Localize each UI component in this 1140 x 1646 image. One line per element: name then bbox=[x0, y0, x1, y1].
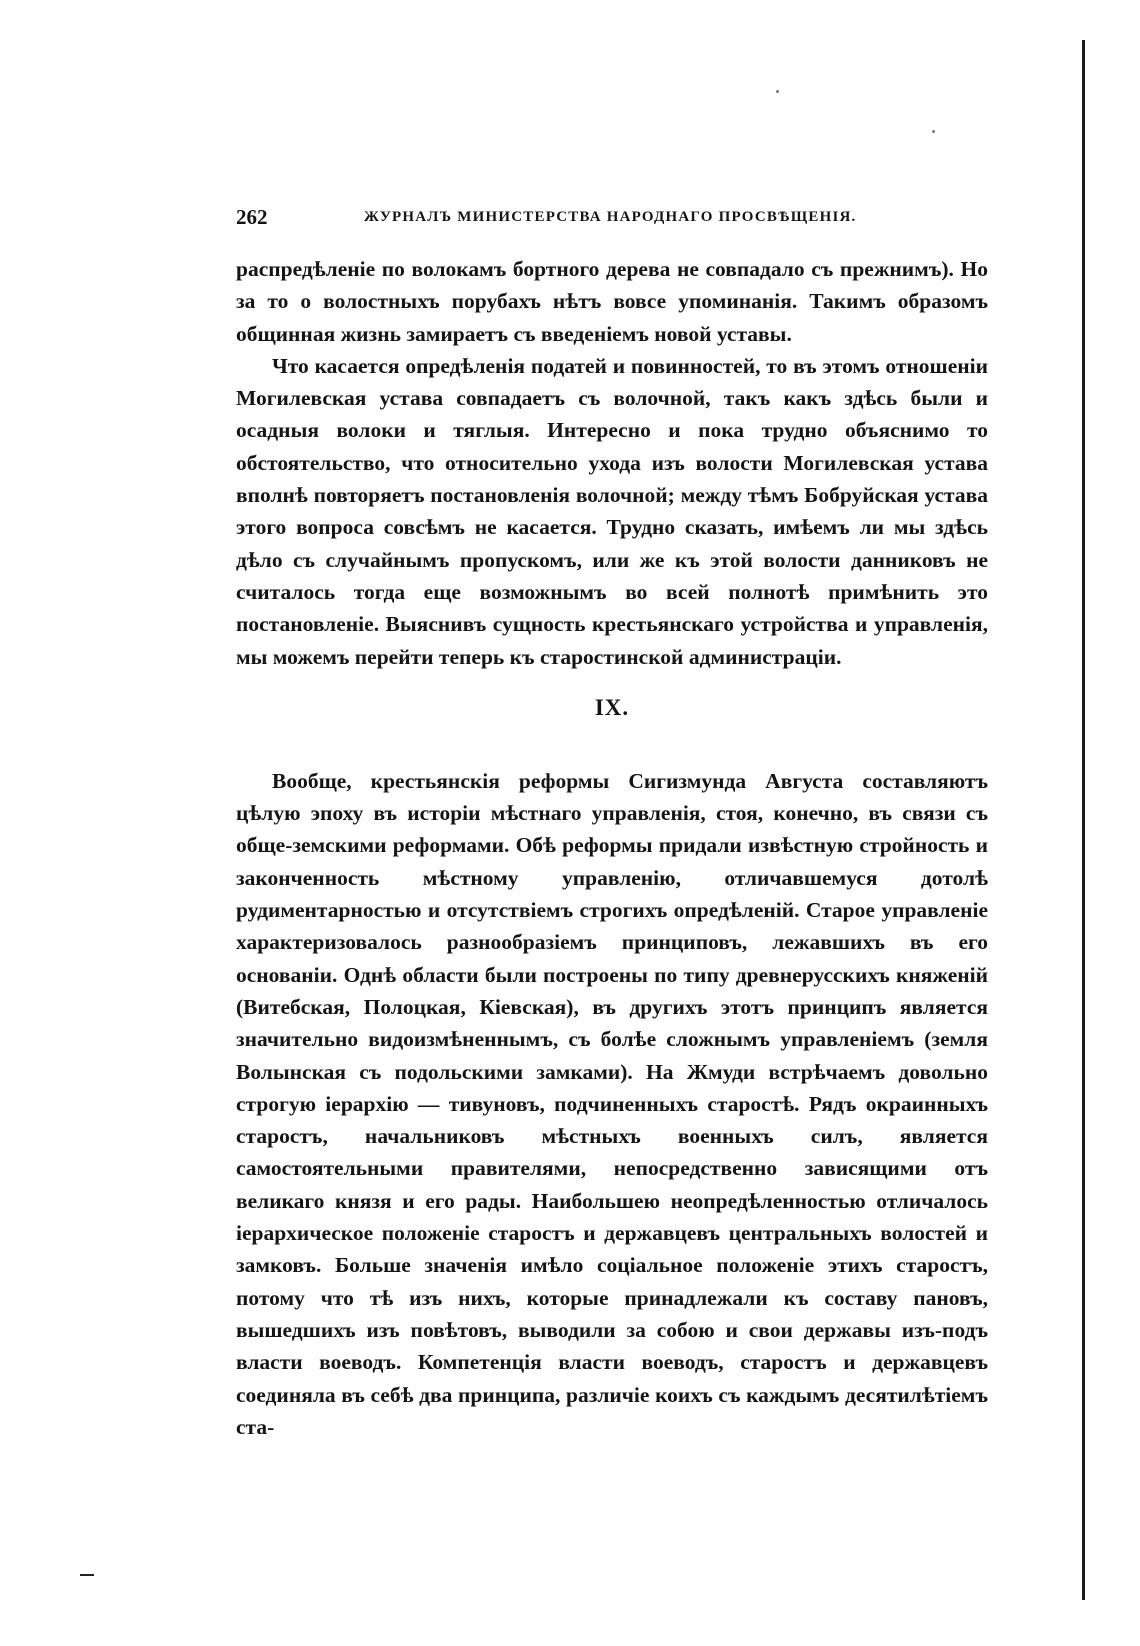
book-page bbox=[236, 205, 988, 1443]
scan-speck bbox=[932, 130, 935, 133]
paragraph-continuation: распредѣленіе по волокамъ бортного дерева не совпадало съ прежнимъ). Но за то о волостныхъ порубахъ нѣтъ вовсе упоминанія. Такимъ образомъ общинная жизнь замираетъ съ введеніемъ новой уставы. bbox=[236, 257, 988, 346]
page-number: 262 bbox=[236, 205, 268, 229]
paragraph: Что касается опредѣленія податей и повинностей, то въ этомъ отношеніи Могилевская устава совпадаетъ съ волочной, такъ какъ здѣсь были и осадныя волоки и тяглыя. Интересно и пока трудно объяснимо то обстоятельство, что относительно ухода изъ волости Могилевская устава вполнѣ повторяетъ постановленія волочной; между тѣмъ Бобруйская устава этого вопроса совсѣмъ не касается. Трудно сказать, имѣемъ ли мы здѣсь дѣло съ случайнымъ пропускомъ, или же къ этой волости данниковъ не считалось тогда еще возможнымъ во всей полнотѣ примѣнить это постановленіе. Выяснивъ сущность крестьянскаго устройства и управленія, мы можемъ перейти теперь къ старостинской администраціи. bbox=[236, 353, 988, 669]
margin-dash-mark bbox=[80, 1574, 94, 1576]
running-head bbox=[236, 205, 988, 235]
paragraph: Вообще, крестьянскія реформы Сигизмунда Августа составляютъ цѣлую эпоху въ исторіи мѣстнаго управленія, стоя, конечно, въ связи съ обще-земскими реформами. Обѣ реформы придали извѣстную стройность и законченность мѣстному управленію, отличавшемуся дотолѣ рудиментарностью и отсутствіемъ строгихъ опредѣленій. Старое управленіе характеризовалось разнообразіемъ принциповъ, лежавшихъ въ его основаніи. Однѣ области были построены по типу древнерусскихъ княженій (Витебская, Полоцкая, Кіевская), въ другихъ этотъ принципъ является значительно видоизмѣненнымъ, съ болѣе сложнымъ управленіемъ (земля Волынская съ подольскими замками). На Жмуди встрѣчаемъ довольно строгую іерархію — тивуновъ, подчиненныхъ старостѣ. Рядъ окраинныхъ старостъ, начальниковъ мѣстныхъ военныхъ силъ, является самостоятельными правителями, непосредственно зависящими отъ великаго князя и его рады. Наибольшею неопредѣленностью отличалось іерархическое положеніе старостъ и державцевъ центральныхъ волостей и замковъ. Больше значенія имѣло соціальное положеніе этихъ старостъ, потому что тѣ изъ нихъ, которые принадлежали къ составу пановъ, вышедшихъ изъ повѣтовъ, выводили за собою и свои державы изъ-подъ власти воеводъ. Компетенція власти воеводъ, старостъ и державцевъ соединяла въ себѣ два принципа, различіе коихъ съ каждымъ десятилѣтіемъ ста- bbox=[236, 768, 988, 1439]
scan-speck bbox=[776, 90, 779, 93]
scan-edge-line bbox=[1082, 40, 1085, 1600]
journal-title: ЖУРНАЛЪ МИНИСТЕРСТВА НАРОДНАГО ПРОСВѢЩЕНІЯ. bbox=[364, 209, 857, 225]
section-heading: IX. bbox=[594, 694, 630, 720]
